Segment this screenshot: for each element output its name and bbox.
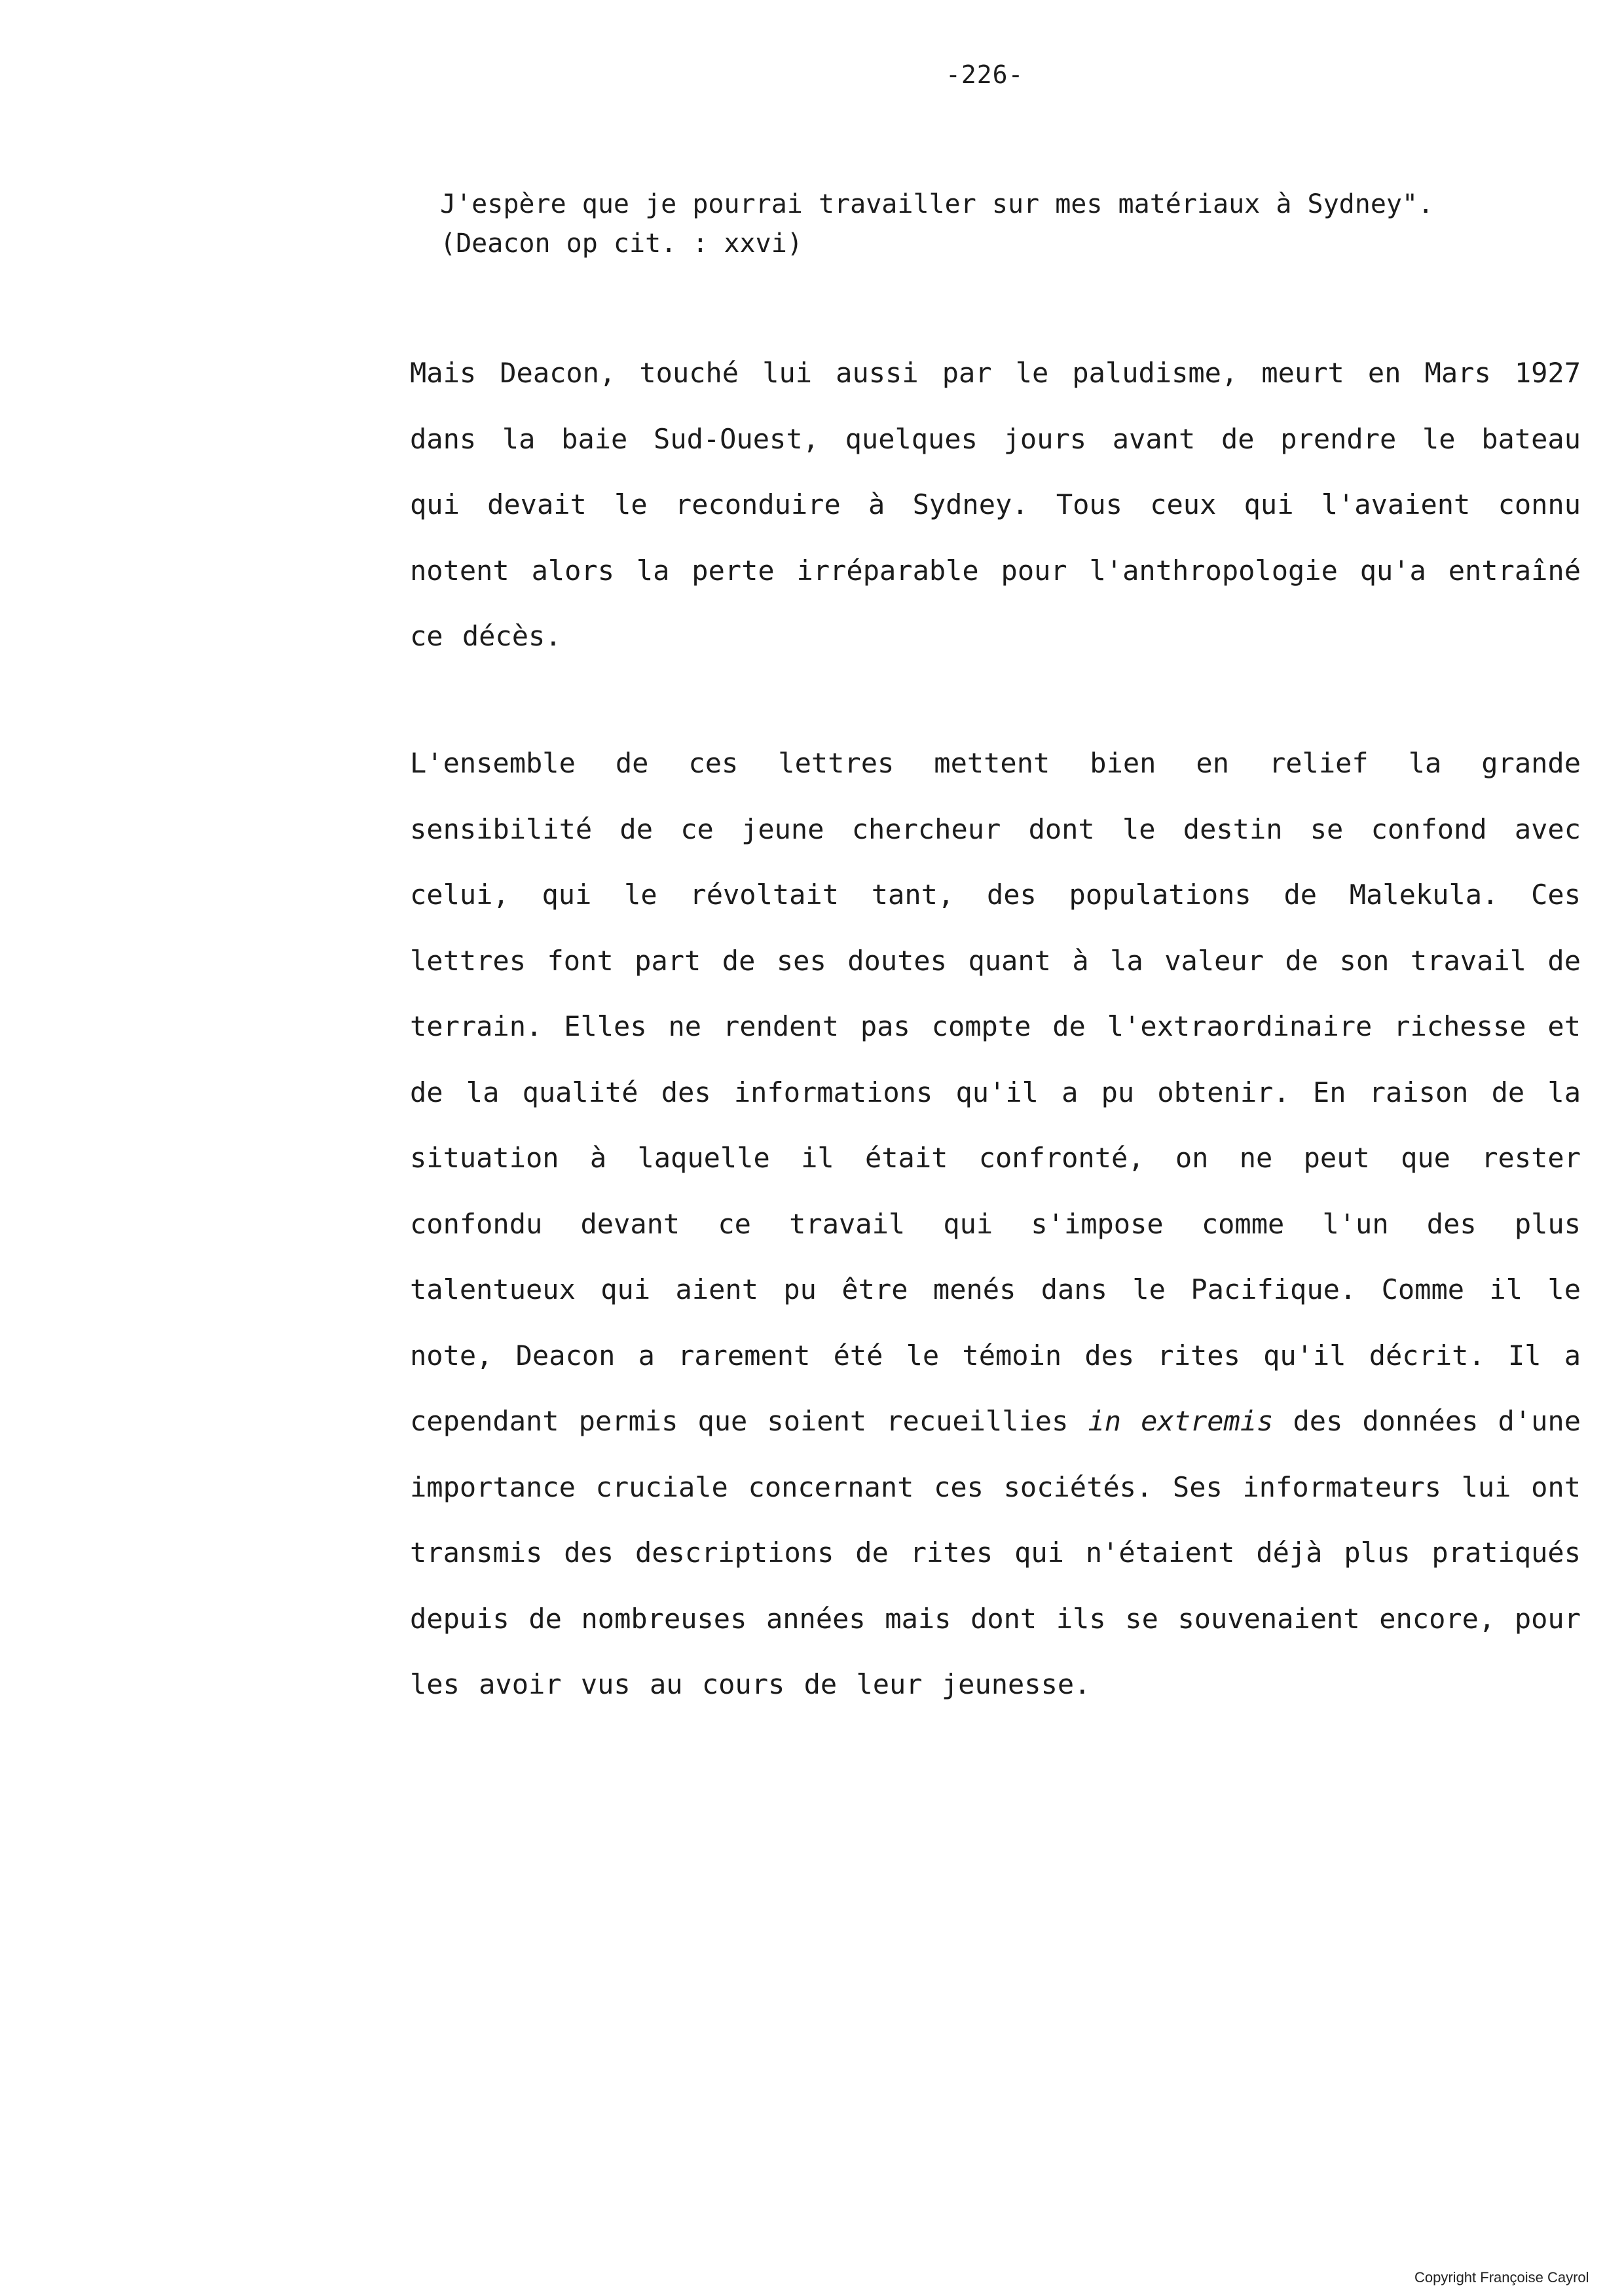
quote-citation: (Deacon op cit. : xxvi) bbox=[440, 228, 803, 259]
italic-phrase: in extremis bbox=[1088, 1405, 1274, 1437]
page-number: -226- bbox=[946, 60, 1024, 89]
paragraph-text-part-1: L'ensemble de ces lettres mettent bien en relief la grande sensibilité de ce jeune chercheur dont le destin se confond avec celui, qui le révoltait tant, des populations de Malekula. Ces lettres font part de ses doutes quant à la valeur de son travail de terrain. Elles ne rendent pas compte de l'extraordinaire richesse et de la qualité des informations qu'il a pu obtenir. En raison de la situation à laquelle il était confronté, on ne peut que rester confondu devant ce travail qui s'impose comme l'un des plus talentueux qui aient pu être menés dans le Pacifique. Comme il le note, Deacon a rarement été le témoin des rites qu'il décrit. Il a cependant permis que soient recueillies bbox=[410, 747, 1581, 1437]
copyright-notice: Copyright Françoise Cayrol bbox=[1414, 2269, 1589, 2286]
paragraph-deacon-death: Mais Deacon, touché lui aussi par le paludisme, meurt en Mars 1927 dans la baie Sud-Ouest, quelques jours avant de prendre le bateau qui devait le reconduire à Sydney. Tous ceux qui l'avaient connu notent alors la perte irréparable pour l'anthropologie qu'a entraîné ce décès. bbox=[410, 357, 1581, 652]
quote-text: J'espère que je pourrai travailler sur mes matériaux à Sydney". bbox=[440, 189, 1434, 219]
quote-block bbox=[440, 185, 1553, 263]
paragraph-letters bbox=[410, 731, 1581, 1718]
paragraph-text-part-2: des données d'une importance cruciale concernant ces sociétés. Ses informateurs lui ont transmis des descriptions de rites qui n'étaient déjà plus pratiqués depuis de nombreuses années mais dont ils se souvenaient encore, pour les avoir vus au cours de leur jeunesse. bbox=[410, 1405, 1581, 1700]
